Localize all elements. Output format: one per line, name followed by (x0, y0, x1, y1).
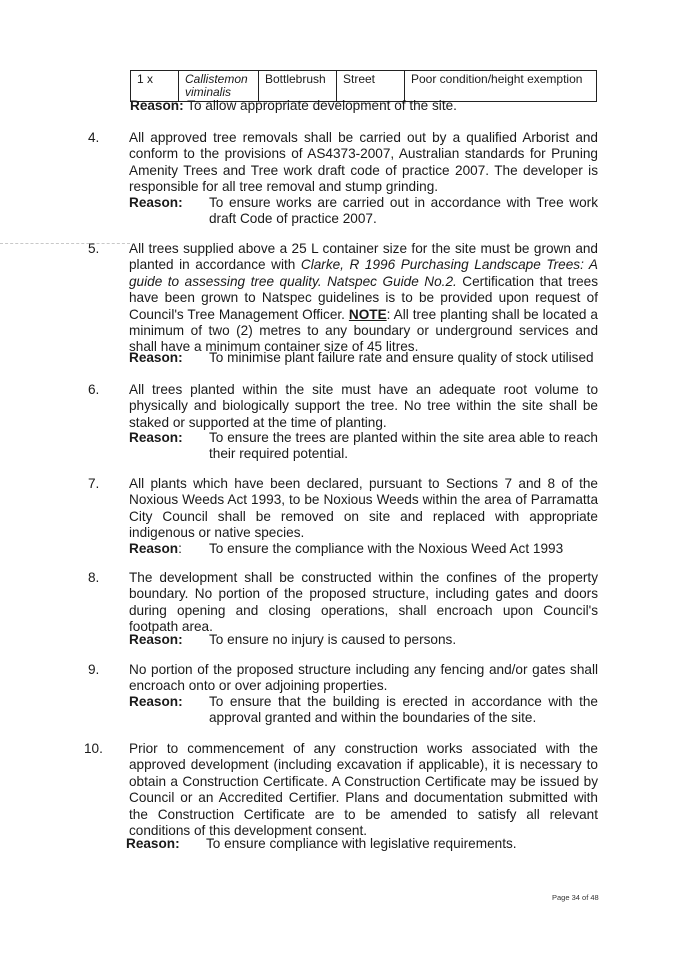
condition-number: 9. (88, 662, 100, 677)
page-number: Page 34 of 48 (552, 893, 599, 902)
condition-text: All approved tree removals shall be carried out by a qualified Arborist and conform to the provisions of AS4373-2007, Australian standards for Pruning Amenity Trees and Tree work draft code of practice 2007. The developer is responsible for all tree removal and stump grinding. (129, 130, 598, 195)
removal-reason-cell: Poor condition/height exemption (405, 71, 597, 102)
condition-text: All plants which have been declared, pursuant to Sections 7 and 8 of the Noxious Weeds Act 1993, to be Noxious Weeds within the area of Parramatta City Council shall be removed on site and replaced with appropriate indigenous or native species. (129, 476, 598, 541)
common-name-cell: Bottlebrush (259, 71, 337, 102)
condition-text: All trees supplied above a 25 L container size for the site must be grown and planted in accordance with Clarke, R 1996 Purchasing Landscape Trees: A guide to assessing tree quality. Natspec Guide No.2. Certification that trees have been grown to Natspec guidelines is to be provided upon request of Council's Tree Management Officer. NOTE: All tree planting shall be located a minimum of two (2) metres to any boundary or underground services and shall have a minimum container size of 45 litres. (129, 241, 598, 355)
qty-cell: 1 x (131, 71, 179, 102)
table-reason: Reason: To allow appropriate development of the site. (130, 98, 457, 113)
condition-number: 7. (88, 476, 100, 491)
table-row (131, 71, 597, 102)
botanical-name-cell: Callistemon viminalis (179, 71, 259, 102)
location-cell: Street (337, 71, 405, 102)
condition-number: 6. (88, 382, 100, 397)
condition-text: The development shall be constructed within the confines of the property boundary. No portion of the proposed structure, including gates and doors during opening and closing operations, shall encroach upon Council's footpath area. (129, 570, 598, 635)
condition-text: No portion of the proposed structure including any fencing and/or gates shall encroach onto or over adjoining properties. (129, 662, 598, 694)
scan-artifact-line (0, 243, 130, 244)
condition-number: 10. (84, 741, 103, 756)
document-page: 1 x Callistemon viminalis Bottlebrush Street Poor condition/height exemption Reason: To allow appropriate development of the site. 4. All approved tree removals shall be carried out by a qualified Arborist and conform to the provisions of AS4373-2007, Australian standards for Pruning Amenity Trees and Tree work draft code of practice 2007. The developer is responsible for all tree removal and stump grinding. Reason: To ensure works are carried out in accordance with Tree work draft Code of practice 2007. 5. All trees supplied above a 25 L container size for the site must be grown and planted in accordance with Clarke, R 1996 Purchasing Landscape Trees: A guide to assessing tree quality. Natspec Guide No.2. Certification that trees have been grown to Natspec guidelines is to be provided upon request of Council's Tree Management Officer. NOTE: All tree planting shall be located a minimum of two (2) metres to any boundary or underground services and shall have a minimum container size of 45 litres. Reason: To minimise plant failure rate and ensure quality of stock utilised 6. All trees planted within the site must have an adequate root volume to physically and biologically support the tree. No tree within the site shall be staked or supported at the time of planting. Reason: To ensure the trees are planted within the site area able to reach their required potential. 7. All plants which have been declared, pursuant to Sections 7 and 8 of the Noxious Weeds Act 1993, to be Noxious Weeds within the area of Parramatta City Council shall be removed on site and replaced with appropriate indigenous or native species. Reason: To ensure the compliance with the Noxious Weed Act 1993 8. The development shall be constructed within the confines of the property boundary. No portion of the proposed structure, including gates and doors during opening and closing operations, shall encroach upon Council's footpath area. Reason: To ensure no injury is caused to persons. 9. No portion of the proposed structure including any fencing and/or gates shall encroach onto or over adjoining properties. Reason: To ensure that the building is erected in accordance with the approval granted and within the boundaries of the site. 10. Prior to commencement of any construction works associated with the approved development (including excavation if applicable), it is necessary to obtain a Construction Certificate. A Construction Certificate may be issued by Council or an Accredited Certifier. Plans and documentation submitted with the Construction Certificate are to be amended to satisfy all relevant conditions of this development consent. Reason: To ensure compliance with legislative requirements. Page 34 of 48 (0, 0, 676, 956)
condition-number: 4. (88, 130, 100, 145)
note-label: NOTE (348, 306, 387, 322)
condition-text: All trees planted within the site must have an adequate root volume to physically and biologically support the tree. No tree within the site shall be staked or supported at the time of planting. (129, 382, 598, 430)
condition-number: 5. (88, 241, 100, 256)
condition-text: Prior to commencement of any construction works associated with the approved development (including excavation if applicable), it is necessary to obtain a Construction Certificate. A Construction Certificate may be issued by Council or an Accredited Certifier. Plans and documentation submitted with the Construction Certificate are to be amended to satisfy all relevant conditions of this development consent. (129, 741, 598, 839)
condition-number: 8. (88, 570, 100, 585)
